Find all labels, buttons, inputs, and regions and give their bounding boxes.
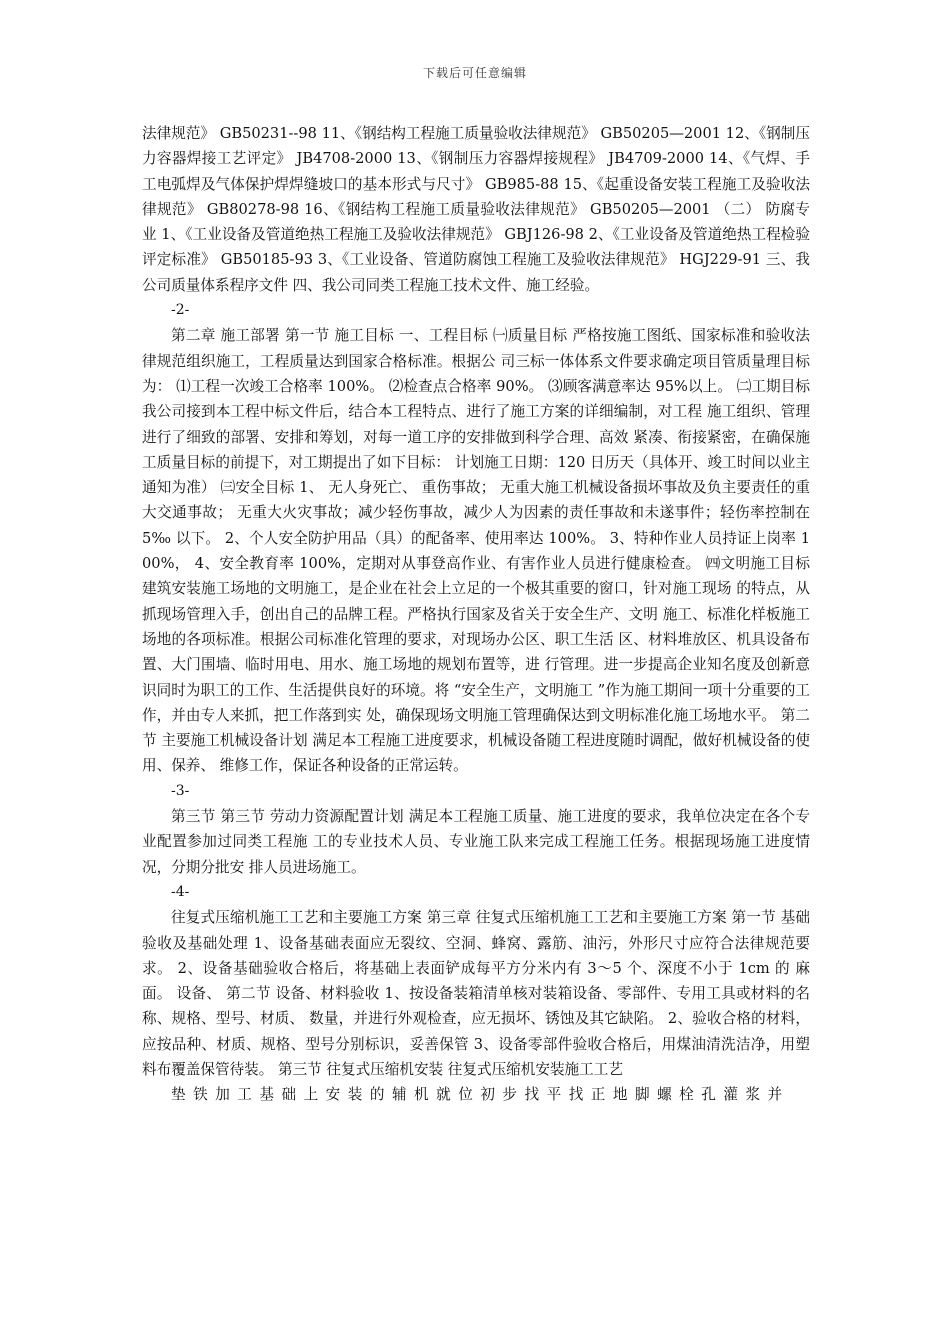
paragraph-standards-list: 法律规范》 GB50231--98 11、《钢结构工程施工质量验收法律规范》 GB50205—2001 12、《钢制压力容器焊接工艺评定》 JB4708-2000 13、《钢制压力容器焊接规程》 JB4709-2000 14、《气焊、手工电弧焊及气体保护焊焊缝坡口的基本形式与尺寸》 GB985-88 15、《起重设备安装工程施工及验收法律规范》 GB80278-98 16、《钢结构工程施工质量验收法律规范》 GB50205—2001 （二） 防腐专业 1、《工业设备及管道绝热工程施工及验收法律规范》 GBJ126-98 2、《工业设备及管道绝热工程检验评定标准》 GB50185-93 3、《工业设备、管道防腐蚀工程施工及验收法律规范》 HGJ229-91 三、我公司质量体系程序文件 四、我公司同类工程施工技术文件、施工经验。 xyxy=(142,125,810,294)
document-body xyxy=(142,121,810,1108)
page-number-3: -3- xyxy=(171,782,190,799)
paragraph-process-flow: 垫铁加工基础上安装的辅机就位初步找平找正地脚螺栓孔灌浆并 xyxy=(171,1086,790,1104)
page-header: 下载后可任意编辑 xyxy=(422,66,527,80)
page-number-4: -4- xyxy=(171,883,190,900)
page-number-2: -2- xyxy=(171,302,190,319)
paragraph-chapter-2-deployment: 第二章 施工部署 第一节 施工目标 一、工程目标 ㈠质量目标 严格按施工图纸、国家标准和验收法律规范组织施工，工程质量达到国家合格标准。根据公 司三标一体体系文件要求确定项目管质量理目标为： ⑴工程一次竣工合格率 100%。 ⑵检查点合格率 90%。 ⑶顾客满意率达 95%以上。 ㈡工期目标 我公司接到本工程中标文件后，结合本工程特点、进行了施工方案的详细编制，对工程 施工组织、管理进行了细致的部署、安排和筹划，对每一道工序的安排做到科学合理、高效 紧凑、衔接紧密，在确保施工质量目标的前提下，对工期提出了如下目标： 计划施工日期：120 日历天（具体开、竣工时间以业主通知为准） ㈢安全目标 1、 无人身死亡、 重伤事故； 无重大施工机械设备损坏事故及负主要责任的重大交通事故； 无重大火灾事故；减少轻伤事故，减少人为因素的责任事故和未遂事件；轻伤率控制在 5‰ 以下。 2、个人安全防护用品（具）的配备率、使用率达 100%。 3、特种作业人员持证上岗率 100%， 4、安全教育率 100%，定期对从事登高作业、有害作业人员进行健康检查。 ㈣文明施工目标 建筑安装施工场地的文明施工，是企业在社会上立足的一个极其重要的窗口，针对施工现场 的特点，从抓现场管理入手，创出自己的品牌工程。严格执行国家及省关于安全生产、文明 施工、标准化样板施工场地的各项标准。根据公司标准化管理的要求，对现场办公区、职工生活 区、材料堆放区、机具设备布置、大门围墙、临时用电、用水、施工场地的规划布置等，进 行管理。进一步提高企业知名度及创新意识同时为职工的工作、生活提供良好的环境。将 “安全生产，文明施工 ”作为施工期间一项十分重要的工作，并由专人来抓，把工作落到实 处，确保现场文明施工管理确保达到文明标准化施工场地水平。 第二节 主要施工机械设备计划 满足本工程施工进度要求，机械设备随工程进度随时调配，做好机械设备的使用、保养、 维修工作，保证各种设备的正常运转。 xyxy=(142,327,810,775)
paragraph-labor-resources: 第三节 第三节 劳动力资源配置计划 满足本工程施工质量、施工进度的要求，我单位决定在各个专业配置参加过同类工程施 工的专业技术人员、专业施工队来完成工程施工任务。根据现场施工进度情况，分期分批安 排人员进场施工。 xyxy=(142,808,810,876)
paragraph-chapter-3-compressor: 往复式压缩机施工工艺和主要施工方案 第三章 往复式压缩机施工工艺和主要施工方案 第一节 基础验收及基础处理 1、设备基础表面应无裂纹、空洞、蜂窝、露筋、油污，外形尺寸应符合法律规范要求。 2、设备基础验收合格后，将基础上表面铲成每平方分米内有 3～5 个、深度不小于 1cm 的 麻面。 设备、 第二节 设备、材料验收 1、按设备装箱清单核对装箱设备、零部件、专用工具或材料的名称、规格、型号、材质、 数量，并进行外观检查，应无损坏、锈蚀及其它缺陷。 2、验收合格的材料，应按品种、材质、规格、型号分别标识，妥善保管 3、设备零部件验收合格后，用煤油清洗洁净，用塑料布覆盖保管待装。 第三节 往复式压缩机安装 往复式压缩机安装施工工艺 xyxy=(142,909,810,1078)
